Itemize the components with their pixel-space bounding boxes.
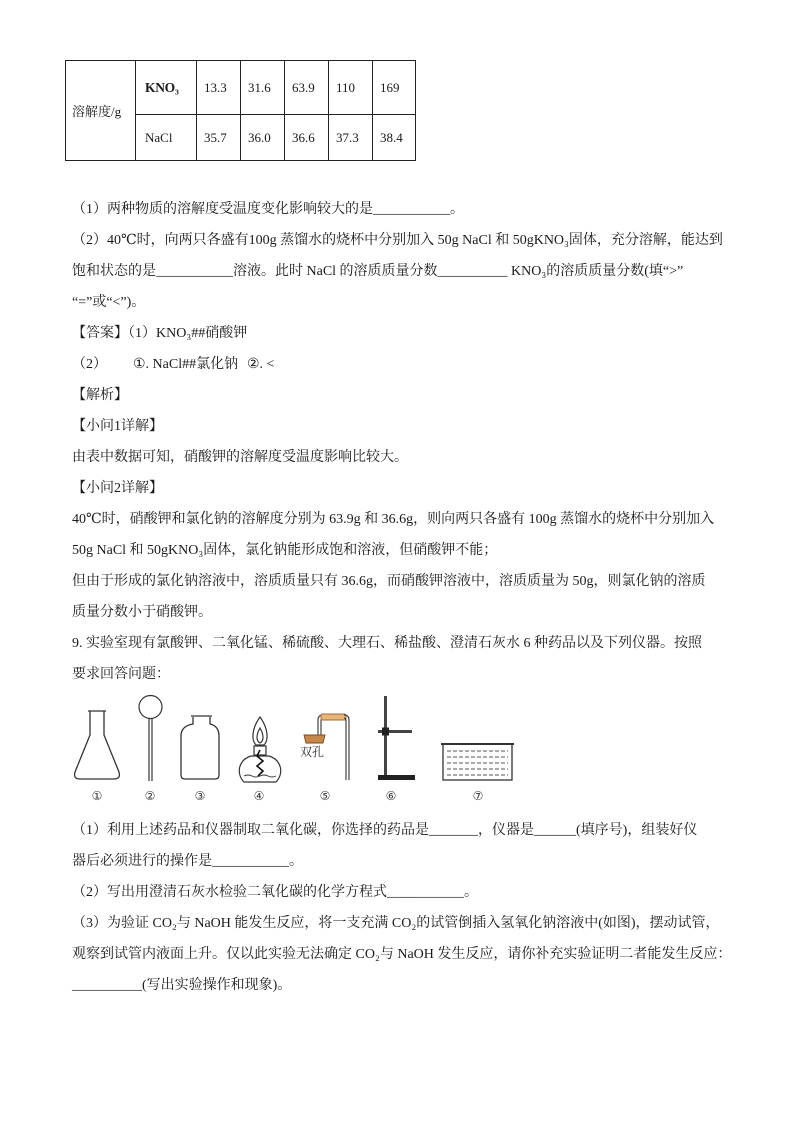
- substance-name: KNO₃: [145, 79, 179, 95]
- alcohol-lamp-icon: [239, 717, 280, 782]
- q9-part1: （1）利用上述药品和仪器制取二氧化碳，你选择的药品是_______，仪器是______(填序号)，组装好仪: [72, 823, 698, 838]
- tube-right: [344, 715, 349, 780]
- apparatus-label: ⑥: [385, 789, 397, 803]
- lamp-liquid: [244, 775, 276, 777]
- q9-part3: 观察到试管内液面上升。仅以此实验无法确定 CO₂与 NaOH 发生反应，请你补充实验证明二者能发生反应：: [72, 947, 732, 962]
- value-cell: 35.7: [197, 115, 241, 161]
- apparatus-label: ④: [253, 789, 265, 803]
- sub2-text: 但由于形成的氯化钠溶液中，溶质质量只有 36.6g，而硝酸钾溶液中，溶质质量为 50g，则氯化钠的溶质: [72, 574, 706, 589]
- long-neck-funnel-icon: [139, 696, 162, 782]
- bottle-body: [181, 717, 219, 779]
- stopper-label: 双孔: [300, 745, 325, 759]
- answer-part2: [72, 349, 752, 380]
- sub2-text: 40℃时，硝酸钾和氯化钠的溶解度分别为 63.9g 和 36.6g，则向两只各盛有 100g 蒸馏水的烧杯中分别加入: [72, 512, 715, 527]
- q9-part3: __________(写出实验操作和现象)。: [72, 978, 292, 993]
- q8-part2-line: 饱和状态的是___________溶液。此时 NaCl 的溶质质量分数__________ KNO₃的溶质质量分数(填“>”: [72, 264, 684, 279]
- analysis-heading: 【解析】: [72, 388, 128, 403]
- sub1-heading: 【小问1详解】: [72, 419, 163, 434]
- sub2-text: 质量分数小于硝酸钾。: [72, 605, 212, 620]
- rubber-tube: [321, 714, 346, 720]
- q8-part2-line: “=”或“<”)。: [72, 295, 146, 310]
- apparatus-label: ①: [91, 789, 103, 803]
- value-cell: 38.4: [373, 115, 416, 161]
- answer-part1: 【答案】（1）KNO₃##硝酸钾: [72, 326, 248, 341]
- double-hole-stopper-tube-icon: [300, 714, 349, 780]
- stand-base: [378, 775, 415, 780]
- value-cell: 36.0: [241, 115, 285, 161]
- row-header-solubility: 溶解度/g: [66, 61, 136, 161]
- value-cell: 110: [329, 61, 373, 115]
- apparatus-labels: [92, 789, 484, 803]
- flask-outline: [75, 711, 120, 779]
- answer-item: ②. <: [247, 357, 275, 372]
- substance-kno3: [136, 61, 197, 115]
- q8-part2-line: （2）40℃时，向两只各盛有100g 蒸馏水的烧杯中分别加入 50g NaCl 和 50gKNO₃固体，充分溶解，能达到: [72, 233, 723, 248]
- q9-stem: 9. 实验室现有氯酸钾、二氧化锰、稀硫酸、大理石、稀盐酸、澄清石灰水 6 种药品以及下列仪器。按照: [72, 636, 702, 651]
- document-body: [72, 194, 752, 1001]
- trough-water: [447, 751, 508, 775]
- sub1-text: 由表中数据可知，硝酸钾的溶解度受温度影响比较大。: [72, 450, 408, 465]
- apparatus-drawing: [72, 690, 532, 815]
- value-cell: 31.6: [241, 61, 285, 115]
- value-cell: 169: [373, 61, 416, 115]
- sub2-heading: 【小问2详解】: [72, 481, 163, 496]
- funnel-stem: [149, 718, 152, 781]
- sub2-text: 50g NaCl 和 50gKNO₃固体，氯化钠能形成饱和溶液，但硝酸钾不能；: [72, 543, 498, 558]
- wide-mouth-bottle-icon: [181, 716, 219, 779]
- q9-part2: （2）写出用澄清石灰水检验二氧化碳的化学方程式___________。: [72, 885, 478, 900]
- value-cell: 63.9: [285, 61, 329, 115]
- q9-part3: （3）为验证 CO₂与 NaOH 能发生反应，将一支充满 CO₂的试管倒插入氢氧化钠溶液中(如图)，摆动试管，: [72, 916, 720, 931]
- lamp-flame-outer: [253, 717, 267, 745]
- apparatus-label: ②: [144, 789, 156, 803]
- answer-item: ①. NaCl##氯化钠: [133, 357, 239, 372]
- apparatus-label: ③: [194, 789, 206, 803]
- value-cell: 36.6: [285, 115, 329, 161]
- lamp-wick: [257, 750, 263, 776]
- stand-boss: [382, 728, 389, 736]
- substance-name: NaCl: [145, 129, 173, 145]
- funnel-bulb: [139, 696, 162, 719]
- water-trough-icon: [441, 744, 514, 780]
- answer-part2-label: （2）: [72, 357, 107, 372]
- stand-rod: [384, 696, 387, 776]
- value-cell: 13.3: [197, 61, 241, 115]
- apparatus-label: ⑤: [319, 789, 331, 803]
- conical-flask-icon: [75, 711, 120, 779]
- stopper: [304, 735, 325, 743]
- q9-stem: 要求回答问题：: [72, 667, 170, 682]
- value-cell: 37.3: [329, 115, 373, 161]
- apparatus-figure: [72, 690, 752, 815]
- substance-nacl: [136, 115, 197, 161]
- q9-part1: 器后必须进行的操作是___________。: [72, 854, 303, 869]
- apparatus-label: ⑦: [472, 789, 484, 803]
- iron-stand-icon: [378, 696, 415, 780]
- table-row: [66, 61, 416, 115]
- solubility-table: [65, 60, 416, 161]
- lamp-flame-inner: [257, 728, 263, 743]
- q8-part1: （1）两种物质的溶解度受温度变化影响较大的是___________。: [72, 202, 464, 217]
